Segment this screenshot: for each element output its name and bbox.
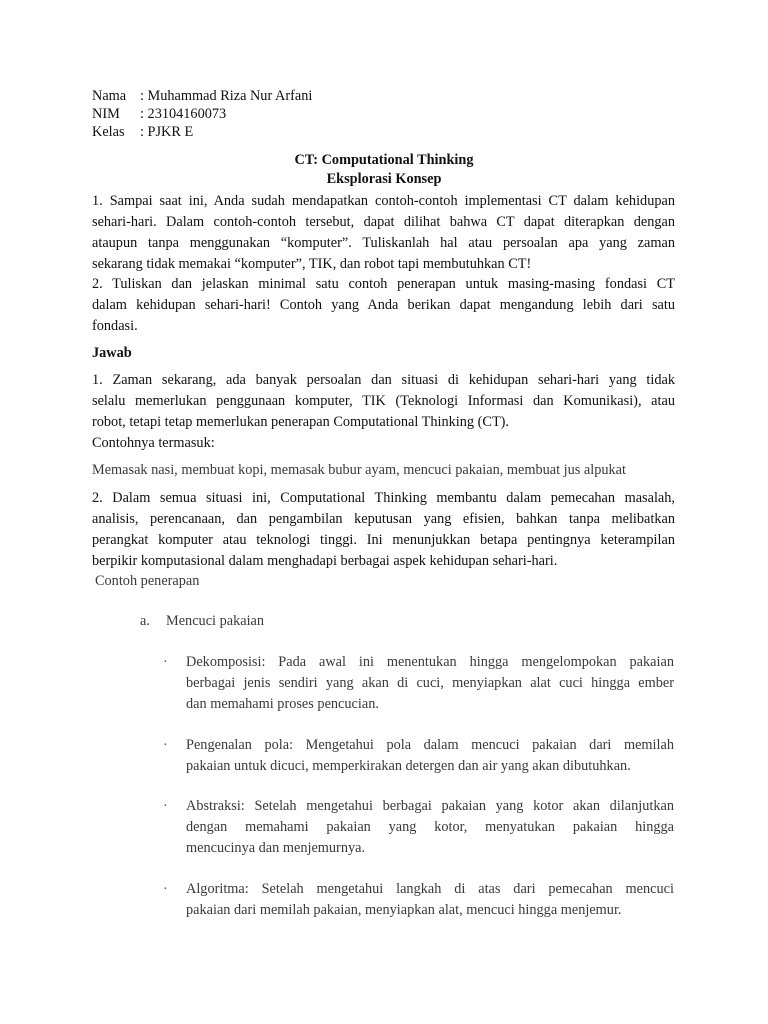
kelas-row xyxy=(92,122,193,143)
bullet-line: Pengenalan pola: Mengetahui pola dalam mencuci pakaian dari memilah xyxy=(186,737,674,753)
answer-2-line: perangkat komputer atau teknologi tinggi. Ini menunjukkan betapa pentingnya keterampilan xyxy=(92,532,675,548)
answer-heading: Jawab xyxy=(92,345,132,361)
nama-label: Nama xyxy=(92,88,127,104)
bullet-line: Algoritma: Setelah mengetahui langkah di atas dari pemecahan mencuci xyxy=(186,881,674,897)
question-2-line: dalam kehidupan sehari-hari! Contoh yang Anda berikan dapat mengandung lebih dari satu xyxy=(92,297,675,313)
bullet-item-abstraction xyxy=(186,796,674,859)
question-1-line: sekarang tidak memakai “komputer”, TIK, dan robot tapi membutuhkan CT! xyxy=(92,256,532,272)
bullet-line: Abstraksi: Setelah mengetahui berbagai pakaian yang kotor akan dilanjutkan xyxy=(186,798,674,814)
sub-item-letter: a. xyxy=(140,613,150,629)
kelas-label: Kelas xyxy=(92,124,125,140)
title-line-1: CT: Computational Thinking xyxy=(294,152,474,168)
title-line-2: Eksplorasi Konsep xyxy=(326,171,442,187)
question-2 xyxy=(92,274,675,337)
question-1 xyxy=(92,191,675,275)
bullet-line: pakaian untuk dicuci, memperkirakan detergen dan air yang akan dibutuhkan. xyxy=(186,758,631,774)
question-1-line: sehari-hari. Dalam contoh-contoh tersebut, dapat dilihat bahwa CT dapat diterapkan dengan xyxy=(92,214,675,230)
bullet-item-pattern xyxy=(186,735,674,777)
sub-item-title: Mencuci pakaian xyxy=(166,613,265,629)
bullet-item-decomposition xyxy=(186,652,674,715)
bullet-line: pakaian dari memilah pakaian, menyiapkan alat, mencuci hingga menjemur. xyxy=(186,902,622,918)
question-2-line: 2. Tuliskan dan jelaskan minimal satu contoh penerapan untuk masing-masing fondasi CT xyxy=(92,276,675,292)
bullet-item-algorithm xyxy=(186,879,674,921)
answer-2 xyxy=(92,488,675,572)
examples-list: Memasak nasi, membuat kopi, memasak bubur ayam, mencuci pakaian, membuat jus alpukat xyxy=(92,462,626,478)
bullet-line: berbagai jenis sendiri yang akan di cuci, menyiapkan alat cuci hingga ember xyxy=(186,675,674,691)
nim-value: : 23104160073 xyxy=(140,106,227,122)
application-heading: Contoh penerapan xyxy=(95,573,200,589)
bullet-dot-icon: · xyxy=(163,738,168,753)
bullet-line: dengan memahami pakaian yang kotor, menyatukan pakaian hingga xyxy=(186,819,674,835)
bullet-line: dan memahami proses pencucian. xyxy=(186,696,379,712)
bullet-line: mencucinya dan menjemurnya. xyxy=(186,840,366,856)
nama-value: : Muhammad Riza Nur Arfani xyxy=(140,88,313,104)
question-1-line: ataupun tanpa menggunakan “komputer”. Tuliskanlah hal atau persoalan apa yang zaman xyxy=(92,235,675,251)
kelas-value: : PJKR E xyxy=(140,124,194,140)
answer-2-line: analisis, perencanaan, dan pengambilan keputusan yang efisien, bahkan tanpa melibatkan xyxy=(92,511,675,527)
bullet-line: Dekomposisi: Pada awal ini menentukan hingga mengelompokan pakaian xyxy=(186,654,674,670)
answer-1-line: selalu memerlukan penggunaan komputer, TIK (Teknologi Informasi dan Komunikasi), atau xyxy=(92,393,675,409)
question-2-line: fondasi. xyxy=(92,318,138,334)
answer-2-line: 2. Dalam semua situasi ini, Computational Thinking membantu dalam pemecahan masalah, xyxy=(92,490,675,506)
nim-label: NIM xyxy=(92,106,120,122)
answer-2-line: berpikir komputasional dalam menghadapi berbagai aspek kehidupan sehari-hari. xyxy=(92,553,558,569)
answer-1-line: robot, tetapi tetap memerlukan penerapan Computational Thinking (CT). xyxy=(92,414,510,430)
answer-1 xyxy=(92,370,675,433)
answer-1-line: 1. Zaman sekarang, ada banyak persoalan dan situasi di kehidupan sehari-hari yang tidak xyxy=(92,372,675,388)
bullet-dot-icon: · xyxy=(163,882,168,897)
question-1-line: 1. Sampai saat ini, Anda sudah mendapatkan contoh-contoh implementasi CT dalam kehidupan xyxy=(92,193,675,209)
bullet-dot-icon: · xyxy=(163,799,168,814)
bullet-dot-icon: · xyxy=(163,655,168,670)
examples-intro: Contohnya termasuk: xyxy=(92,435,215,451)
